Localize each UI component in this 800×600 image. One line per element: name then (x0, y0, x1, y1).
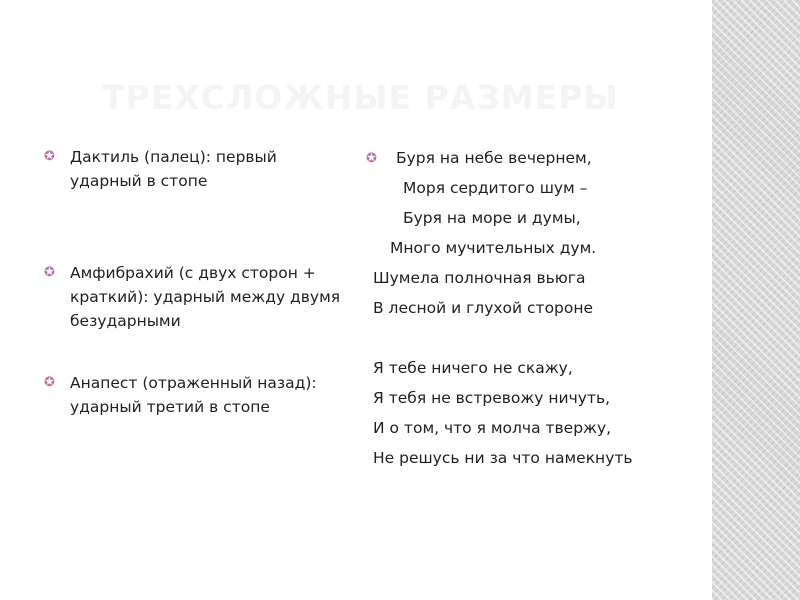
list-item-dactyl (44, 145, 344, 193)
poem-line: Не решусь ни за что намекнуть (373, 449, 633, 467)
poem-line: И о том, что я молча твержу, (373, 419, 612, 437)
poem-line: В лесной и глухой стороне (373, 299, 594, 317)
poem-line: Я тебе ничего не скажу, (373, 359, 573, 377)
bullet-icon: ✪ (44, 375, 55, 390)
list-item-text: Анапест (отраженный назад): ударный третий в стопе (70, 374, 317, 416)
bullet-icon: ✪ (366, 151, 377, 166)
bullet-icon: ✪ (44, 265, 55, 280)
poem-line: Много мучительных дум. (390, 239, 597, 257)
list-item-text: Дактиль (палец): первый ударный в стопе (70, 148, 277, 190)
poem-line: Моря сердитого шум – (403, 179, 588, 197)
poem-line: Я тебя не встревожу ничуть, (373, 389, 611, 407)
list-item-anapest (44, 371, 344, 419)
slide-title: ТРЕХСЛОЖНЫЕ РАЗМЕРЫ (102, 78, 619, 117)
poem-line: Буря на небе вечернем, (396, 149, 592, 167)
decorative-strip (712, 0, 800, 600)
list-item-text: Амфибрахий (с двух сторон + краткий): ударный между двумя безударными (70, 264, 341, 330)
list-item-amphibrach (44, 261, 344, 333)
poem-line: Шумела полночная вьюга (373, 269, 586, 287)
poem-line: Буря на море и думы, (403, 209, 581, 227)
bullet-icon: ✪ (44, 149, 55, 164)
